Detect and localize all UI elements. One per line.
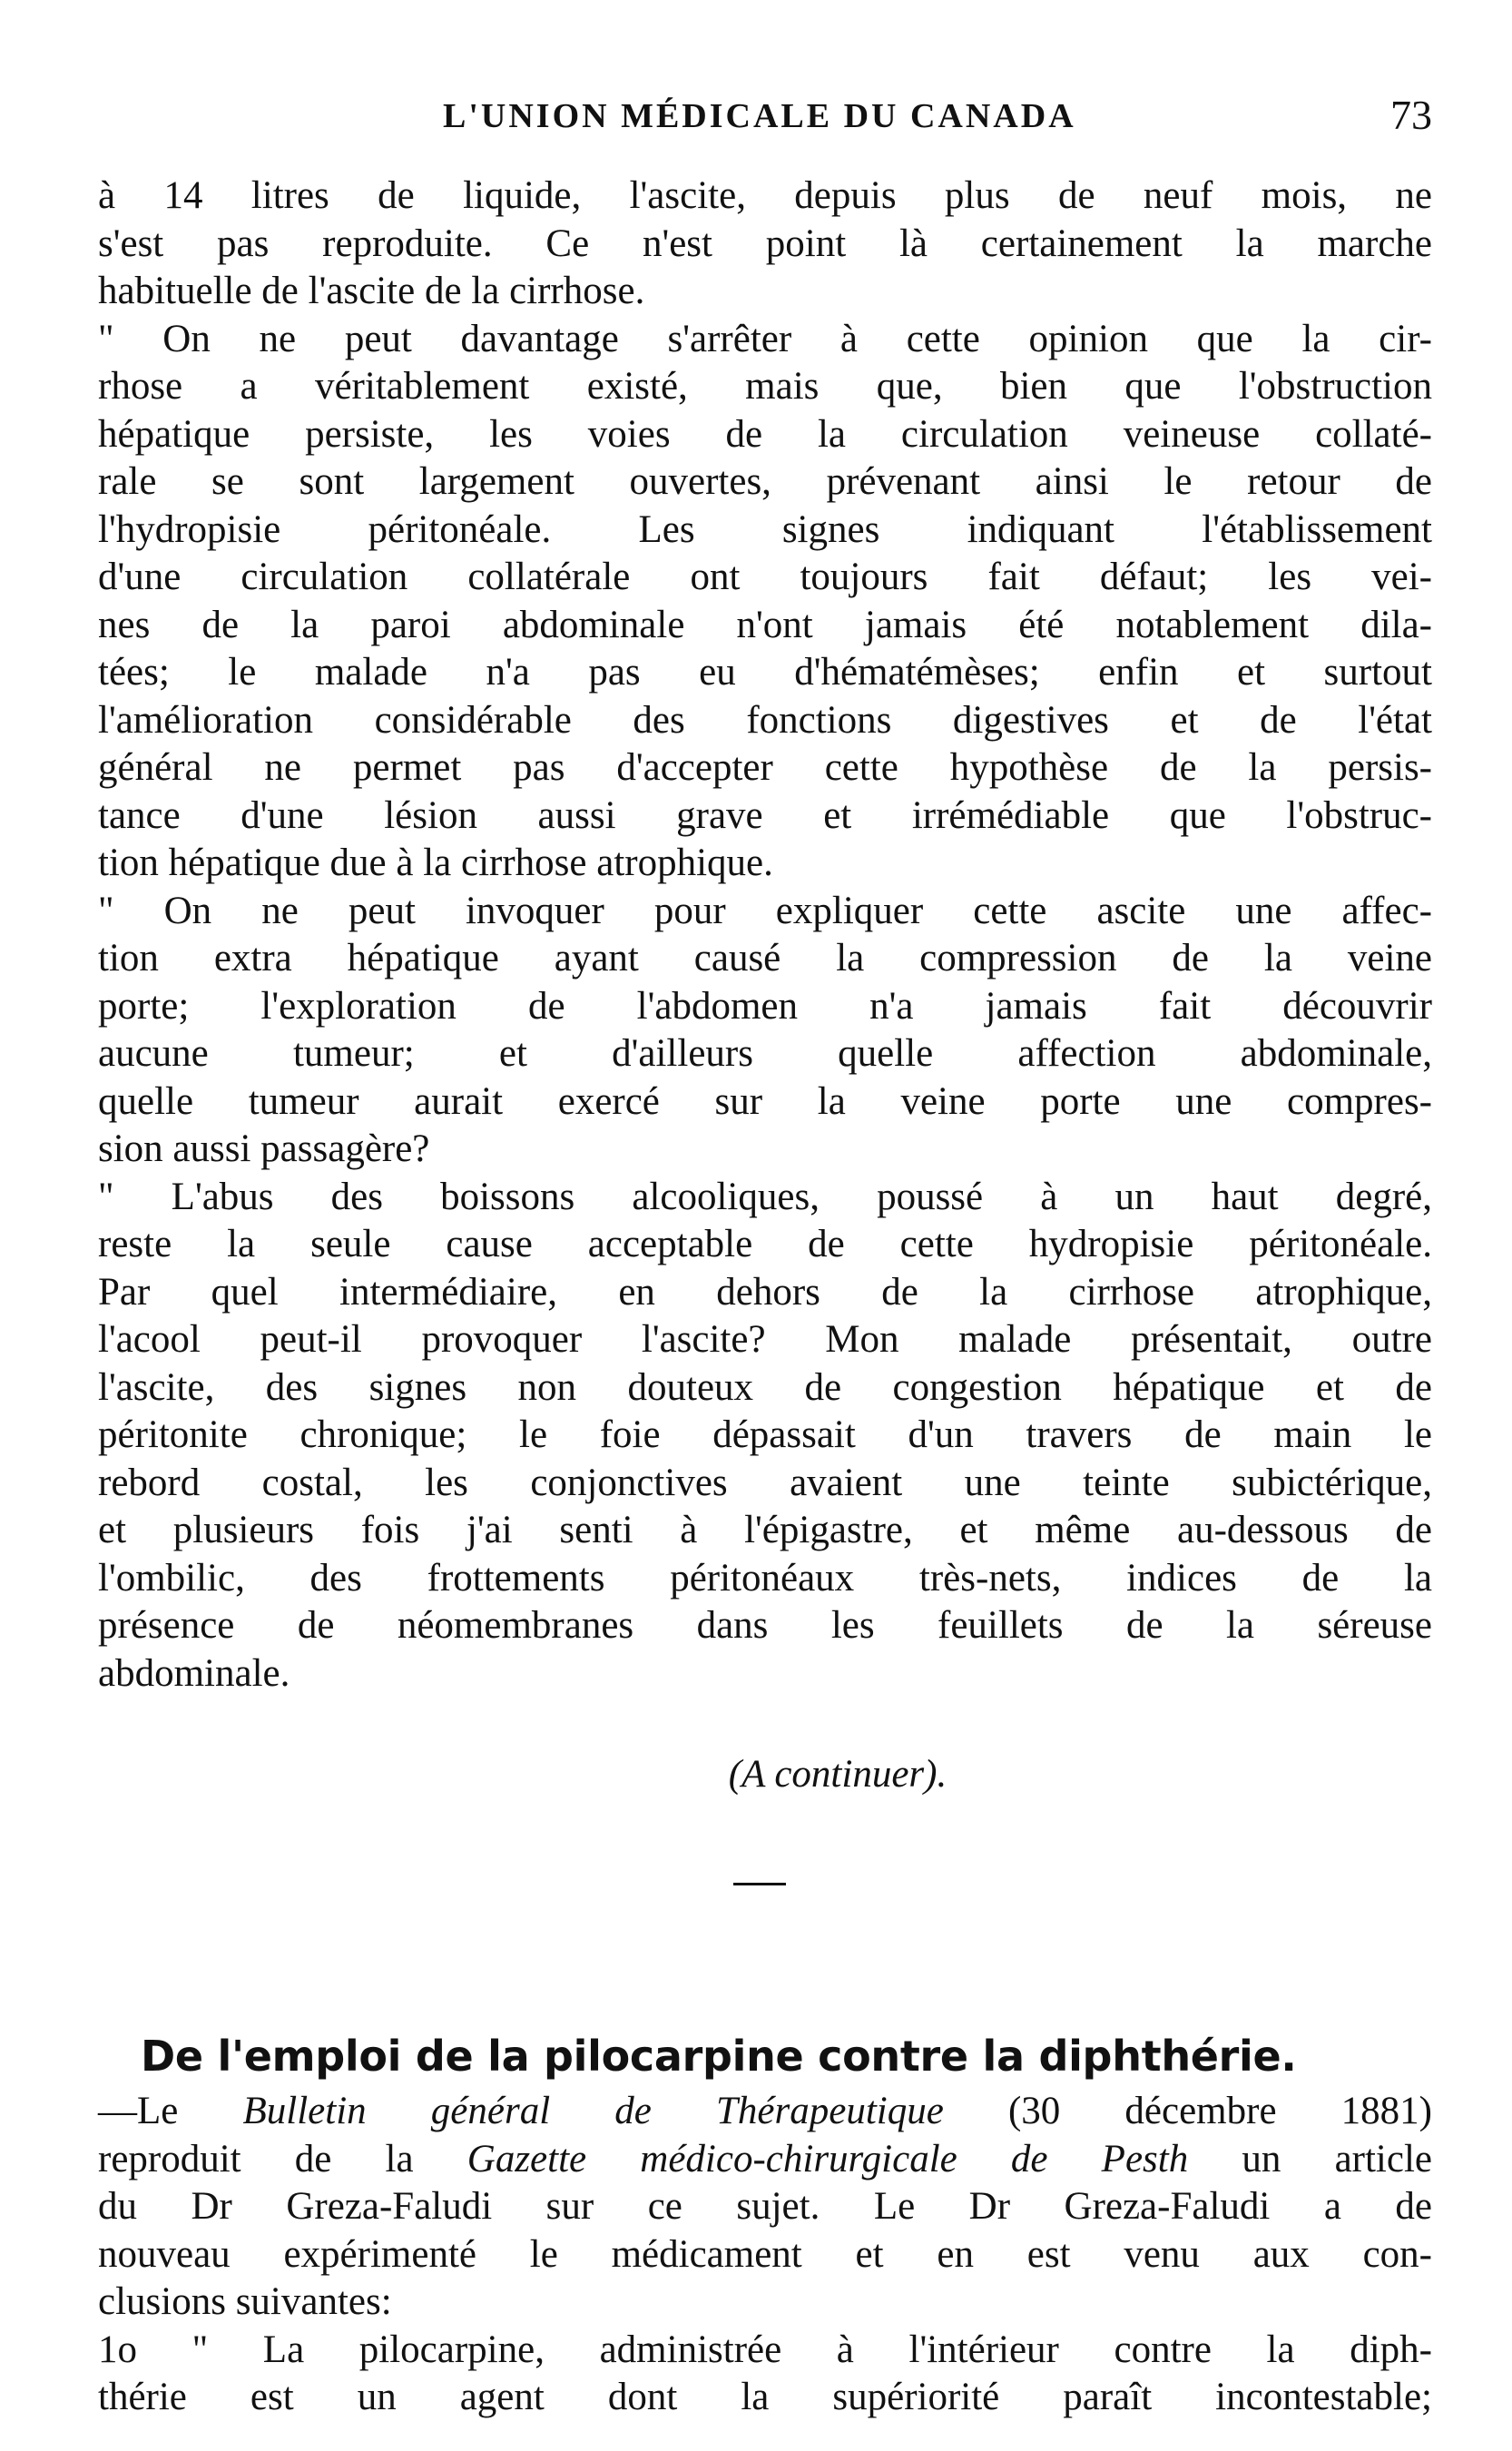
article-line: nouveau expérimenté le médicament et en est venu aux con- — [98, 2232, 1432, 2276]
line-text: un article — [1188, 2137, 1432, 2180]
text-line: porte; l'exploration de l'abdomen n'a jamais fait découvrir — [98, 984, 1432, 1028]
text-line: tion hépatique due à la cirrhose atrophique. — [98, 842, 773, 884]
line-text: —Le — [98, 2090, 243, 2132]
text-line: l'ombilic, des frottements péritonéaux très-nets, indices de la — [98, 1556, 1432, 1600]
article-line: thérie est un agent dont la supériorité paraît incontestable; — [98, 2376, 1432, 2418]
line-text: reproduit de la — [98, 2137, 467, 2180]
text-line: aucune tumeur; et d'ailleurs quelle affection abdominale, — [98, 1032, 1432, 1075]
text-line: rhose a véritablement existé, mais que, bien que l'obstruction — [98, 365, 1432, 408]
line-text: (30 décembre 1881) — [943, 2090, 1432, 2132]
article-body — [98, 2088, 1432, 2422]
article-line: 1o " La pilocarpine, administrée à l'intérieur contre la diph- — [98, 2328, 1432, 2371]
text-line: l'amélioration considérable des fonctions digestives et de l'état — [98, 698, 1432, 742]
text-line: s'est pas reproduite. Ce n'est point là certainement la marche — [98, 221, 1432, 265]
page-number: 73 — [1390, 92, 1432, 138]
text-line: Par quel intermédiaire, en dehors de la cirrhose atrophique, — [98, 1270, 1432, 1314]
text-line: rale se sont largement ouvertes, prévenant ainsi le retour de — [98, 460, 1432, 503]
text-line: habituelle de l'ascite de la cirrhose. — [98, 270, 645, 312]
body-text — [98, 172, 1432, 1698]
text-line: hépatique persiste, les voies de la circulation veineuse collaté- — [98, 412, 1432, 456]
continuation-note: (A continuer). — [728, 1753, 947, 1796]
text-line: nes de la paroi abdominale n'ont jamais été notablement dila- — [98, 603, 1432, 646]
journal-title: L'UNION MÉDICALE DU CANADA — [443, 97, 1076, 135]
section-divider — [733, 1883, 786, 1885]
article-line — [98, 2088, 1432, 2136]
article-line: clusions suivantes: — [98, 2280, 392, 2323]
article-title: De l'emploi de la pilocarpine contre la diphthérie. — [141, 2032, 1297, 2081]
text-line: tance d'une lésion aussi grave et irrémédiable que l'obstruc- — [98, 793, 1432, 837]
article-line — [98, 2136, 1432, 2184]
article-line: du Dr Greza-Faludi sur ce sujet. Le Dr Greza-Faludi a de — [98, 2185, 1432, 2228]
running-head — [98, 91, 1432, 145]
text-line: l'acool peut-il provoquer l'ascite? Mon malade présentait, outre — [98, 1318, 1432, 1361]
text-line: tées; le malade n'a pas eu d'hématémèses; enfin et surtout — [98, 651, 1432, 694]
journal-name: Gazette médico-chirurgicale de Pesth — [466, 2137, 1189, 2180]
text-line: présence de néomembranes dans les feuillets de la séreuse — [98, 1604, 1432, 1647]
text-line: d'une circulation collatérale ont toujours fait défaut; les vei- — [98, 556, 1432, 598]
text-line: reste la seule cause acceptable de cette hydropisie péritonéale. — [98, 1223, 1432, 1265]
text-line: " On ne peut invoquer pour expliquer cette ascite une affec- — [98, 889, 1432, 932]
text-line: à 14 litres de liquide, l'ascite, depuis plus de neuf mois, ne — [98, 174, 1432, 217]
text-line: sion aussi passagère? — [98, 1127, 430, 1170]
journal-name: Bulletin général de Thérapeutique — [242, 2090, 944, 2132]
text-line: l'hydropisie péritonéale. Les signes indiquant l'établissement — [98, 507, 1432, 551]
text-line: abdominale. — [98, 1651, 290, 1695]
text-line: " On ne peut davantage s'arrêter à cette opinion que la cir- — [98, 317, 1432, 360]
text-line: l'ascite, des signes non douteux de congestion hépatique et de — [98, 1365, 1432, 1409]
text-line: général ne permet pas d'accepter cette hypothèse de la persis- — [98, 746, 1432, 789]
text-line: " L'abus des boissons alcooliques, poussé à un haut degré, — [98, 1175, 1432, 1218]
text-line: et plusieurs fois j'ai senti à l'épigastre, et même au-dessous de — [98, 1509, 1432, 1551]
text-line: quelle tumeur aurait exercé sur la veine porte une compres- — [98, 1079, 1432, 1123]
text-line: tion extra hépatique ayant causé la compression de la veine — [98, 937, 1432, 979]
text-line: rebord costal, les conjonctives avaient une teinte subictérique, — [98, 1461, 1432, 1504]
text-line: péritonite chronique; le foie dépassait d'un travers de main le — [98, 1413, 1432, 1456]
